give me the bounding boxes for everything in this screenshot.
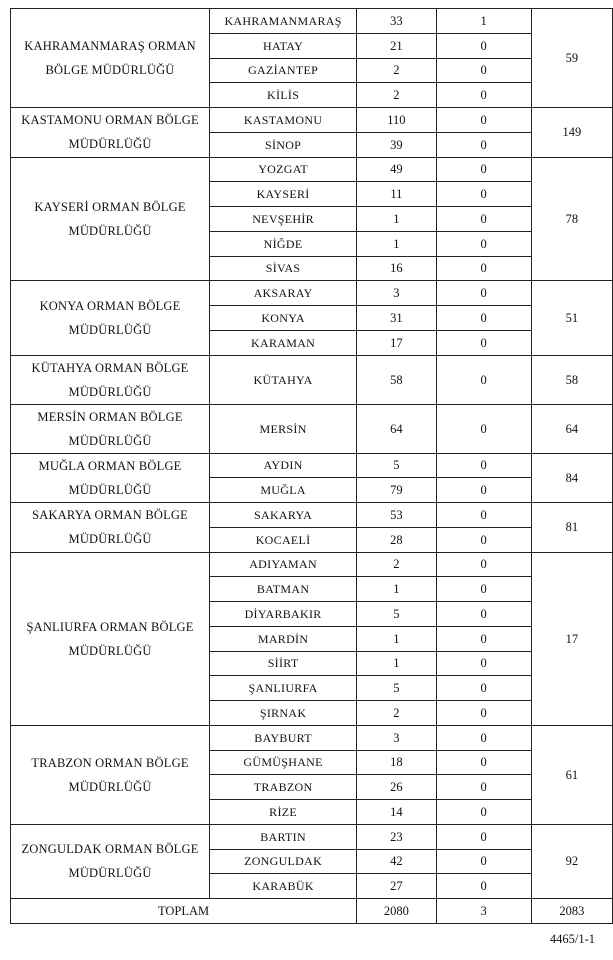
col3-value-cell: 0 bbox=[436, 281, 531, 306]
province-cell: RİZE bbox=[210, 800, 357, 825]
table-row bbox=[11, 281, 613, 306]
col3-value-cell: 0 bbox=[436, 108, 531, 133]
region-name-cell: ŞANLIURFA ORMAN BÖLGE MÜDÜRLÜĞÜ bbox=[11, 552, 210, 725]
col2-value-cell: 5 bbox=[357, 453, 437, 478]
col3-value-cell: 0 bbox=[436, 874, 531, 899]
col3-value-cell: 0 bbox=[436, 182, 531, 207]
region-total-cell: 81 bbox=[531, 503, 612, 553]
total-label-cell: TOPLAM bbox=[11, 899, 357, 924]
region-name-cell: KASTAMONU ORMAN BÖLGE MÜDÜRLÜĞÜ bbox=[11, 108, 210, 158]
col3-value-cell: 0 bbox=[436, 676, 531, 701]
province-cell: KAHRAMANMARAŞ bbox=[210, 9, 357, 34]
col2-value-cell: 2 bbox=[357, 701, 437, 726]
col2-value-cell: 18 bbox=[357, 750, 437, 775]
col2-value-cell: 5 bbox=[357, 602, 437, 627]
province-cell: DİYARBAKIR bbox=[210, 602, 357, 627]
col3-value-cell: 0 bbox=[436, 849, 531, 874]
col3-value-cell: 0 bbox=[436, 132, 531, 157]
col3-value-cell: 0 bbox=[436, 725, 531, 750]
col2-value-cell: 33 bbox=[357, 9, 437, 34]
province-cell: YOZGAT bbox=[210, 157, 357, 182]
col3-value-cell: 0 bbox=[436, 626, 531, 651]
col3-value-cell: 0 bbox=[436, 800, 531, 825]
col2-value-cell: 2 bbox=[357, 552, 437, 577]
region-name-cell: KÜTAHYA ORMAN BÖLGE MÜDÜRLÜĞÜ bbox=[11, 355, 210, 404]
province-cell: SİVAS bbox=[210, 256, 357, 281]
province-cell: MUĞLA bbox=[210, 478, 357, 503]
table-row bbox=[11, 503, 613, 528]
total-col3-cell: 3 bbox=[436, 899, 531, 924]
col2-value-cell: 49 bbox=[357, 157, 437, 182]
province-cell: ŞIRNAK bbox=[210, 701, 357, 726]
region-total-cell: 58 bbox=[531, 355, 612, 404]
col2-value-cell: 79 bbox=[357, 478, 437, 503]
col2-value-cell: 27 bbox=[357, 874, 437, 899]
col3-value-cell: 0 bbox=[436, 503, 531, 528]
col2-value-cell: 2 bbox=[357, 83, 437, 108]
province-cell: MERSİN bbox=[210, 404, 357, 453]
col2-value-cell: 1 bbox=[357, 626, 437, 651]
region-total-cell: 92 bbox=[531, 824, 612, 898]
col2-value-cell: 26 bbox=[357, 775, 437, 800]
province-cell: MARDİN bbox=[210, 626, 357, 651]
col2-value-cell: 53 bbox=[357, 503, 437, 528]
col3-value-cell: 1 bbox=[436, 9, 531, 34]
table-body bbox=[11, 9, 613, 924]
forest-region-table bbox=[10, 8, 613, 924]
col3-value-cell: 0 bbox=[436, 33, 531, 58]
col3-value-cell: 0 bbox=[436, 775, 531, 800]
col2-value-cell: 58 bbox=[357, 355, 437, 404]
table-row bbox=[11, 725, 613, 750]
province-cell: SİNOP bbox=[210, 132, 357, 157]
col3-value-cell: 0 bbox=[436, 527, 531, 552]
col2-value-cell: 2 bbox=[357, 58, 437, 83]
col3-value-cell: 0 bbox=[436, 602, 531, 627]
col3-value-cell: 0 bbox=[436, 824, 531, 849]
col3-value-cell: 0 bbox=[436, 330, 531, 355]
region-total-cell: 64 bbox=[531, 404, 612, 453]
col3-value-cell: 0 bbox=[436, 231, 531, 256]
province-cell: SİİRT bbox=[210, 651, 357, 676]
table-row bbox=[11, 404, 613, 453]
col3-value-cell: 0 bbox=[436, 83, 531, 108]
region-total-cell: 51 bbox=[531, 281, 612, 355]
col2-value-cell: 1 bbox=[357, 231, 437, 256]
col3-value-cell: 0 bbox=[436, 207, 531, 232]
region-name-cell: KAYSERİ ORMAN BÖLGE MÜDÜRLÜĞÜ bbox=[11, 157, 210, 281]
province-cell: KÜTAHYA bbox=[210, 355, 357, 404]
province-cell: KASTAMONU bbox=[210, 108, 357, 133]
region-name-cell: MERSİN ORMAN BÖLGE MÜDÜRLÜĞÜ bbox=[11, 404, 210, 453]
province-cell: TRABZON bbox=[210, 775, 357, 800]
province-cell: NİĞDE bbox=[210, 231, 357, 256]
col3-value-cell: 0 bbox=[436, 651, 531, 676]
region-total-cell: 59 bbox=[531, 9, 612, 108]
col3-value-cell: 0 bbox=[436, 478, 531, 503]
province-cell: AYDIN bbox=[210, 453, 357, 478]
col2-value-cell: 14 bbox=[357, 800, 437, 825]
province-cell: SAKARYA bbox=[210, 503, 357, 528]
region-total-cell: 17 bbox=[531, 552, 612, 725]
province-cell: BATMAN bbox=[210, 577, 357, 602]
col2-value-cell: 64 bbox=[357, 404, 437, 453]
col2-value-cell: 16 bbox=[357, 256, 437, 281]
province-cell: KOCAELİ bbox=[210, 527, 357, 552]
col2-value-cell: 3 bbox=[357, 281, 437, 306]
col2-value-cell: 28 bbox=[357, 527, 437, 552]
province-cell: BARTIN bbox=[210, 824, 357, 849]
table-row bbox=[11, 9, 613, 34]
col3-value-cell: 0 bbox=[436, 355, 531, 404]
table-row bbox=[11, 552, 613, 577]
province-cell: KARAMAN bbox=[210, 330, 357, 355]
province-cell: ZONGULDAK bbox=[210, 849, 357, 874]
grand-total-cell: 2083 bbox=[531, 899, 612, 924]
col3-value-cell: 0 bbox=[436, 552, 531, 577]
province-cell: HATAY bbox=[210, 33, 357, 58]
col2-value-cell: 5 bbox=[357, 676, 437, 701]
province-cell: ADIYAMAN bbox=[210, 552, 357, 577]
total-col2-cell: 2080 bbox=[357, 899, 437, 924]
region-name-cell: MUĞLA ORMAN BÖLGE MÜDÜRLÜĞÜ bbox=[11, 453, 210, 503]
region-name-cell: KONYA ORMAN BÖLGE MÜDÜRLÜĞÜ bbox=[11, 281, 210, 355]
col3-value-cell: 0 bbox=[436, 453, 531, 478]
province-cell: GAZİANTEP bbox=[210, 58, 357, 83]
province-cell: NEVŞEHİR bbox=[210, 207, 357, 232]
col3-value-cell: 0 bbox=[436, 577, 531, 602]
col2-value-cell: 11 bbox=[357, 182, 437, 207]
col3-value-cell: 0 bbox=[436, 404, 531, 453]
col2-value-cell: 39 bbox=[357, 132, 437, 157]
province-cell: AKSARAY bbox=[210, 281, 357, 306]
col3-value-cell: 0 bbox=[436, 157, 531, 182]
col2-value-cell: 1 bbox=[357, 577, 437, 602]
table-row bbox=[11, 108, 613, 133]
col2-value-cell: 31 bbox=[357, 306, 437, 331]
province-cell: BAYBURT bbox=[210, 725, 357, 750]
col2-value-cell: 23 bbox=[357, 824, 437, 849]
region-name-cell: ZONGULDAK ORMAN BÖLGE MÜDÜRLÜĞÜ bbox=[11, 824, 210, 898]
region-total-cell: 84 bbox=[531, 453, 612, 503]
col2-value-cell: 21 bbox=[357, 33, 437, 58]
region-total-cell: 61 bbox=[531, 725, 612, 824]
col3-value-cell: 0 bbox=[436, 750, 531, 775]
table-row bbox=[11, 453, 613, 478]
region-name-cell: KAHRAMANMARAŞ ORMAN BÖLGE MÜDÜRLÜĞÜ bbox=[11, 9, 210, 108]
col3-value-cell: 0 bbox=[436, 701, 531, 726]
province-cell: KAYSERİ bbox=[210, 182, 357, 207]
region-total-cell: 78 bbox=[531, 157, 612, 281]
total-row bbox=[11, 899, 613, 924]
province-cell: KONYA bbox=[210, 306, 357, 331]
col3-value-cell: 0 bbox=[436, 256, 531, 281]
col3-value-cell: 0 bbox=[436, 58, 531, 83]
region-total-cell: 149 bbox=[531, 108, 612, 158]
province-cell: GÜMÜŞHANE bbox=[210, 750, 357, 775]
region-name-cell: TRABZON ORMAN BÖLGE MÜDÜRLÜĞÜ bbox=[11, 725, 210, 824]
province-cell: KARABÜK bbox=[210, 874, 357, 899]
col2-value-cell: 1 bbox=[357, 207, 437, 232]
province-cell: ŞANLIURFA bbox=[210, 676, 357, 701]
table-row bbox=[11, 824, 613, 849]
col2-value-cell: 3 bbox=[357, 725, 437, 750]
table-row bbox=[11, 157, 613, 182]
col2-value-cell: 17 bbox=[357, 330, 437, 355]
col2-value-cell: 42 bbox=[357, 849, 437, 874]
col3-value-cell: 0 bbox=[436, 306, 531, 331]
page-code: 4465/1-1 bbox=[549, 932, 595, 946]
province-cell: KİLİS bbox=[210, 83, 357, 108]
col2-value-cell: 1 bbox=[357, 651, 437, 676]
table-row bbox=[11, 355, 613, 404]
col2-value-cell: 110 bbox=[357, 108, 437, 133]
region-name-cell: SAKARYA ORMAN BÖLGE MÜDÜRLÜĞÜ bbox=[11, 503, 210, 553]
